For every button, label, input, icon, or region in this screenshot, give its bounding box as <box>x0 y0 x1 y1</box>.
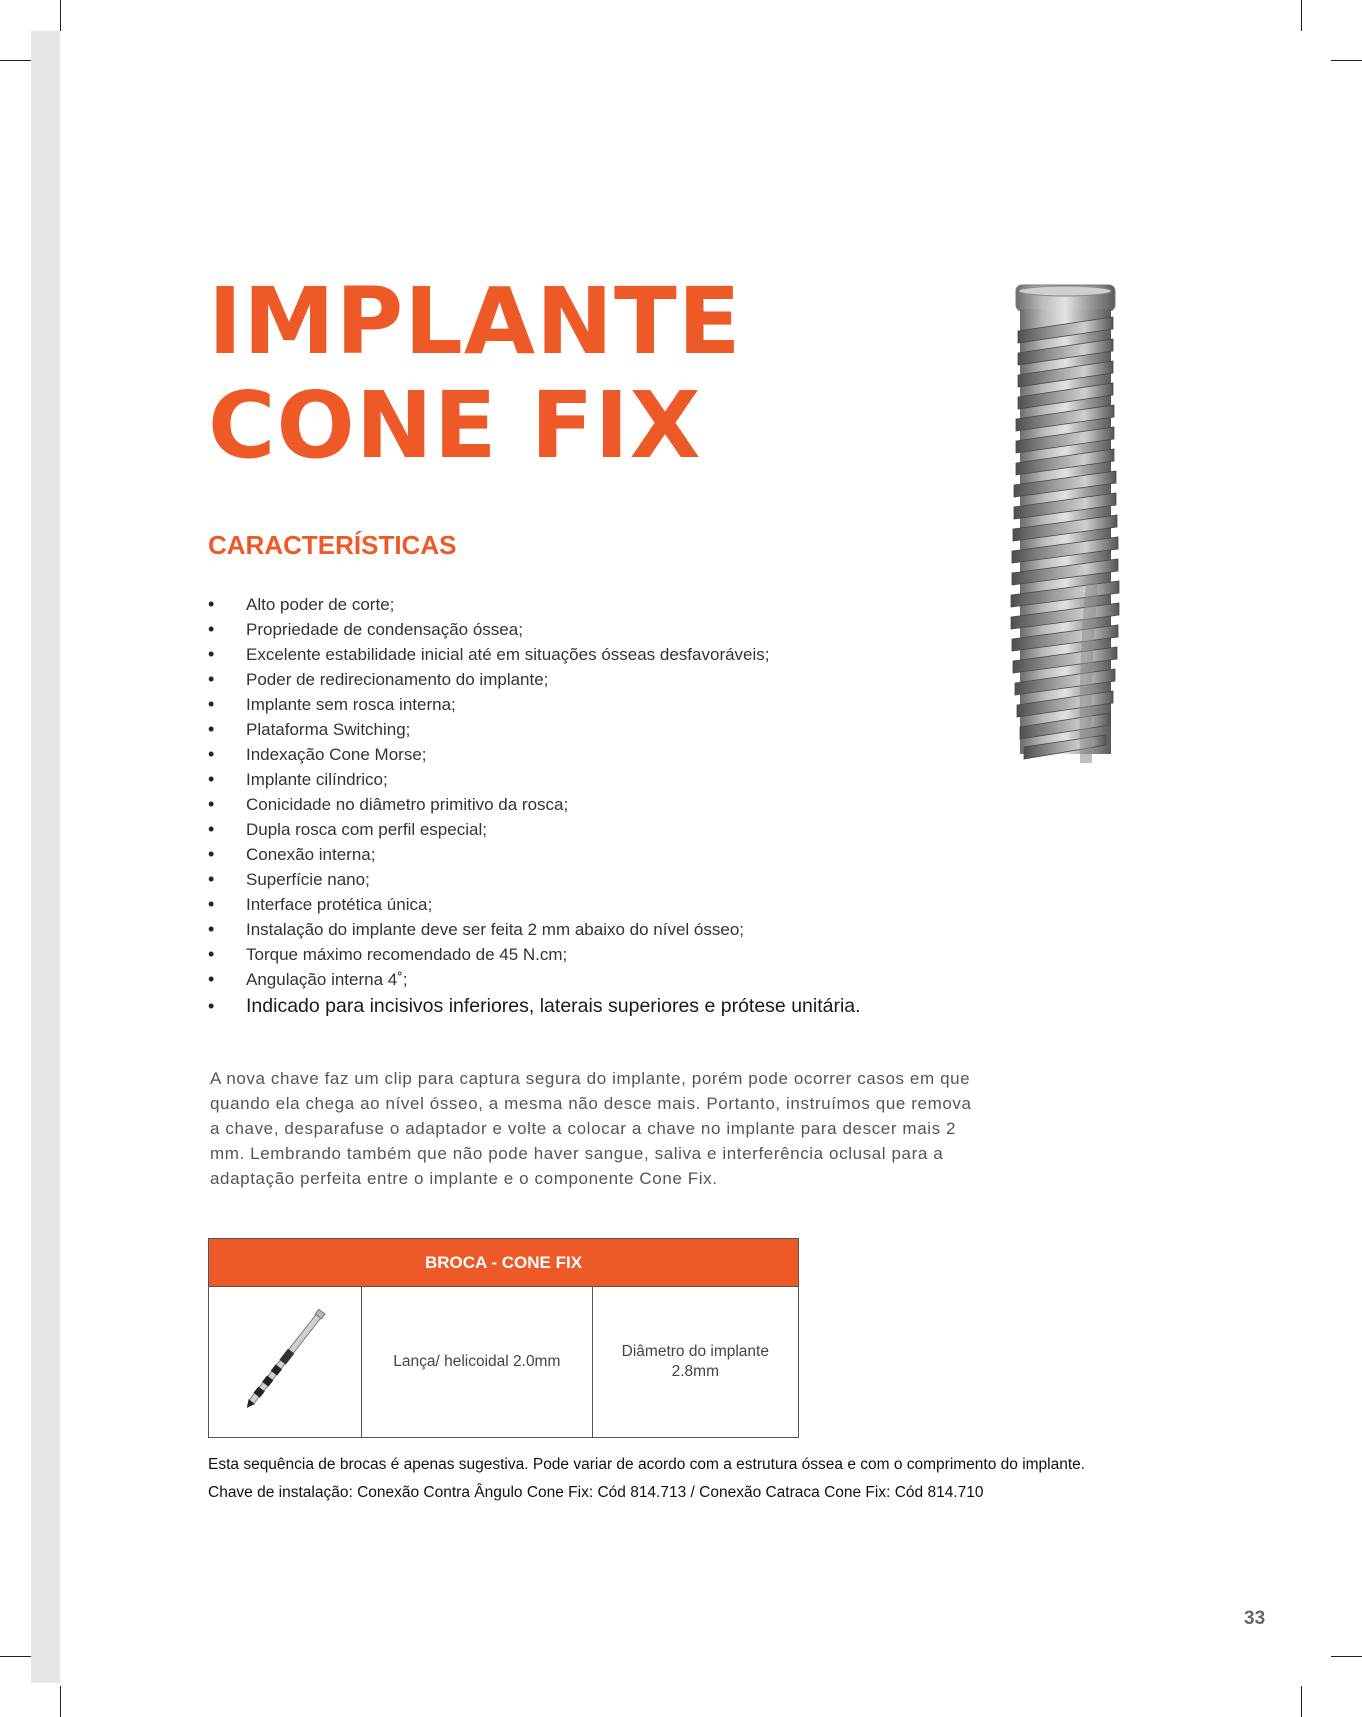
page-number: 33 <box>1244 1608 1266 1629</box>
feature-item: • Implante cilíndrico; <box>208 767 861 792</box>
drill-type-cell <box>362 1287 593 1438</box>
crop-mark <box>0 60 31 61</box>
feature-item: • Conexão interna; <box>208 842 861 867</box>
drill-image-cell <box>209 1287 362 1438</box>
feature-item: • Excelente estabilidade inicial até em situações ósseas desfavoráveis; <box>208 642 861 667</box>
diameter-value: 2.8mm <box>671 1363 719 1380</box>
feature-item: • Alto poder de corte; <box>208 592 861 617</box>
diameter-label: Diâmetro do implante <box>621 1343 769 1360</box>
feature-list <box>208 592 861 1020</box>
title-line-2: CONE FIX <box>208 372 702 479</box>
drill-table <box>208 1238 799 1438</box>
title-line-1: IMPLANTE <box>208 268 742 375</box>
feature-item: • Propriedade de condensação óssea; <box>208 617 861 642</box>
crop-mark <box>1301 0 1302 31</box>
feature-item: • Plataforma Switching; <box>208 717 861 742</box>
feature-item: • Indicado para incisivos inferiores, laterais superiores e prótese unitária. <box>208 992 861 1020</box>
crop-mark <box>1331 1656 1362 1657</box>
feature-item: • Indexação Cone Morse; <box>208 742 861 767</box>
feature-item: • Instalação do implante deve ser feita 2 mm abaixo do nível ósseo; <box>208 917 861 942</box>
crop-mark <box>1301 1686 1302 1717</box>
page-title <box>208 270 742 478</box>
feature-item: • Poder de redirecionamento do implante; <box>208 667 861 692</box>
drill-table-header: BROCA - CONE FIX <box>209 1239 799 1287</box>
implant-diameter-cell <box>592 1287 798 1438</box>
feature-item: • Torque máximo recomendado de 45 N.cm; <box>208 942 861 967</box>
feature-item: • Conicidade no diâmetro primitivo da rosca; <box>208 792 861 817</box>
feature-item: • Superfície nano; <box>208 867 861 892</box>
footnote-installation-key: Chave de instalação: Conexão Contra Ângulo Cone Fix: Cód 814.713 / Conexão Catraca Cone Fix: Cód 814.710 <box>208 1484 984 1501</box>
feature-item: • Interface protética única; <box>208 892 861 917</box>
crop-mark <box>0 1656 31 1657</box>
drill-type: Lança/ helicoidal 2.0mm <box>393 1353 561 1370</box>
drill-bit-icon <box>209 1287 361 1431</box>
crop-mark <box>60 1686 61 1717</box>
side-strip <box>31 31 60 1683</box>
feature-item: • Dupla rosca com perfil especial; <box>208 817 861 842</box>
dental-implant-screw-icon <box>1008 283 1123 768</box>
feature-item: • Angulação interna 4˚; <box>208 967 861 992</box>
installation-note: A nova chave faz um clip para captura segura do implante, porém pode ocorrer casos em que quando ela chega ao nível ósseo, a mesma não desce mais. Portanto, instruímos que remova a chave, desparafuse o adaptador e volte a colocar a chave no implante para descer mais 2 mm. Lembrando também que não pode haver sangue, saliva e interferência oclusal para a adaptação perfeita entre o implante e o componente Cone Fix. <box>210 1069 972 1188</box>
feature-item: • Implante sem rosca interna; <box>208 692 861 717</box>
crop-mark <box>1331 60 1362 61</box>
footnote-sequence: Esta sequência de brocas é apenas sugestiva. Pode variar de acordo com a estrutura óssea e com o comprimento do implante. <box>208 1456 1086 1473</box>
crop-mark <box>60 0 61 31</box>
section-title: CARACTERÍSTICAS <box>208 530 457 560</box>
